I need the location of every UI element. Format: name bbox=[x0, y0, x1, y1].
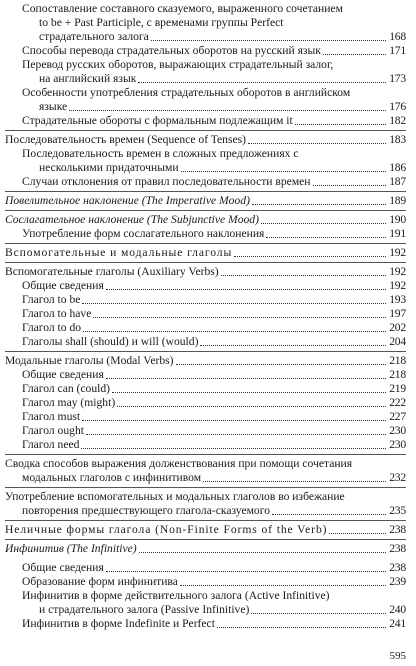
toc-page-number: 176 bbox=[389, 100, 406, 113]
toc-entry[interactable] bbox=[5, 133, 406, 147]
toc-page-number: 193 bbox=[389, 293, 406, 306]
toc-entry-title bbox=[22, 321, 406, 335]
dot-leader bbox=[323, 53, 386, 55]
toc-entry-title bbox=[22, 617, 406, 631]
toc-entry-line: Употребление вспомогательных и модальных глаголов во избежание bbox=[5, 490, 345, 503]
toc-page-number: 232 bbox=[389, 471, 406, 484]
dot-leader bbox=[251, 612, 386, 614]
toc-subentry[interactable] bbox=[5, 307, 406, 321]
toc-entry-title bbox=[22, 227, 406, 241]
toc-entry-title bbox=[5, 246, 406, 260]
toc-entry-title bbox=[22, 114, 406, 128]
toc-entry-line: Общие сведения bbox=[22, 368, 104, 381]
toc-entry-title bbox=[5, 213, 406, 227]
toc-page-number: 197 bbox=[389, 307, 406, 320]
toc-entry-line: Сводка способов выражения долженствования при помощи сочетания bbox=[5, 457, 353, 470]
toc-entry-title bbox=[22, 368, 406, 382]
toc-subentry[interactable] bbox=[5, 2, 406, 44]
toc-entry-line: to be + Past Participle, с временами группы Perfect bbox=[39, 16, 284, 29]
toc-entry-title bbox=[22, 410, 406, 424]
toc-entry-line: несколькими придаточными bbox=[39, 161, 179, 174]
toc-entry-title bbox=[22, 44, 406, 58]
toc-entry-line: Общие сведения bbox=[22, 279, 104, 292]
toc-page-number: 240 bbox=[389, 603, 406, 616]
toc-entry-line: страдательного залога bbox=[39, 30, 149, 43]
toc-page-number: 235 bbox=[389, 504, 406, 517]
page-number: 595 bbox=[389, 650, 406, 662]
toc-entry-title bbox=[22, 575, 406, 589]
toc-subentry[interactable] bbox=[5, 424, 406, 438]
toc-page-number: 183 bbox=[389, 133, 406, 146]
toc-entry-title bbox=[22, 396, 406, 410]
section-divider bbox=[5, 243, 406, 244]
toc-entry-line: Глагол must bbox=[22, 410, 81, 423]
section-divider bbox=[5, 487, 406, 488]
dot-leader bbox=[93, 316, 386, 318]
toc-page-number: 241 bbox=[389, 617, 406, 630]
toc-page-number: 238 bbox=[389, 542, 406, 555]
toc-page-number: 189 bbox=[389, 194, 406, 207]
toc-entry-line: Инфинитив (The Infinitive) bbox=[5, 542, 137, 555]
toc-page-number: 173 bbox=[389, 72, 406, 85]
toc-entry-line: Глагол to have bbox=[22, 307, 92, 320]
toc-page-number: 204 bbox=[389, 335, 406, 348]
toc-entry-line: Глаголы shall (should) и will (would) bbox=[22, 335, 199, 348]
section-divider bbox=[5, 539, 406, 540]
toc-subentry[interactable] bbox=[5, 293, 406, 307]
toc-entry-line: Последовательность времен в сложных предложениях с bbox=[22, 147, 299, 160]
toc-page-number: 218 bbox=[389, 354, 406, 367]
toc-entry-title bbox=[22, 382, 406, 396]
toc-entry-title bbox=[22, 424, 406, 438]
section-divider bbox=[5, 262, 406, 263]
toc-subentry[interactable] bbox=[5, 561, 406, 575]
dot-leader bbox=[138, 81, 386, 83]
toc-entry-line: Повелительное наклонение (The Imperative Mood) bbox=[5, 194, 250, 207]
dot-leader bbox=[151, 39, 386, 41]
section-divider bbox=[5, 210, 406, 211]
toc-entry-line: Перевод русских оборотов, выражающих страдательный залог, bbox=[22, 58, 334, 71]
toc-entry-title bbox=[5, 133, 406, 147]
toc-entry-title bbox=[22, 561, 406, 575]
dot-leader bbox=[112, 391, 386, 393]
toc-entry[interactable] bbox=[5, 354, 406, 368]
toc-entry-line: Вспомогательные глаголы (Auxiliary Verbs) bbox=[5, 265, 219, 278]
dot-leader bbox=[200, 344, 386, 346]
toc-page-number: 219 bbox=[389, 382, 406, 395]
dot-leader bbox=[329, 532, 386, 534]
toc-entry-title bbox=[22, 279, 406, 293]
toc-subentry[interactable] bbox=[5, 410, 406, 424]
toc-page-number: 187 bbox=[389, 175, 406, 188]
dot-leader bbox=[234, 255, 386, 257]
toc-subentry[interactable] bbox=[5, 86, 406, 114]
toc-entry[interactable] bbox=[5, 490, 406, 518]
dot-leader bbox=[82, 419, 386, 421]
dot-leader bbox=[69, 109, 386, 111]
toc-page-number: 171 bbox=[389, 44, 406, 57]
toc-entry-title bbox=[5, 523, 406, 537]
toc-entry-title bbox=[22, 2, 406, 44]
section-divider bbox=[5, 454, 406, 455]
toc-page-number: 218 bbox=[389, 368, 406, 381]
toc-entry-line: Глагол ought bbox=[22, 424, 84, 437]
toc-subentry[interactable] bbox=[5, 58, 406, 86]
toc-subentry[interactable] bbox=[5, 368, 406, 382]
toc-page-number: 168 bbox=[389, 30, 406, 43]
section-divider bbox=[5, 351, 406, 352]
toc-entry-line: Глагол need bbox=[22, 438, 80, 451]
toc-entry-title bbox=[22, 438, 406, 452]
toc-entry-line: Глагол to be bbox=[22, 293, 81, 306]
dot-leader bbox=[217, 626, 386, 628]
toc-entry-line: Общие сведения bbox=[22, 561, 104, 574]
toc-entry-line: повторения предшествующего глагола-сказуемого bbox=[22, 504, 270, 517]
toc-page-number: 238 bbox=[389, 523, 406, 536]
toc-subentry[interactable] bbox=[5, 147, 406, 175]
dot-leader bbox=[176, 363, 387, 365]
toc-page-number: 192 bbox=[389, 246, 406, 259]
toc-page-number: 227 bbox=[389, 410, 406, 423]
toc-entry-title bbox=[5, 194, 406, 208]
toc-entry-line: Глагол may (might) bbox=[22, 396, 116, 409]
table-of-contents bbox=[5, 2, 406, 631]
toc-entry[interactable] bbox=[5, 246, 406, 260]
dot-leader bbox=[86, 433, 386, 435]
toc-entry-title bbox=[22, 293, 406, 307]
toc-page-number: 182 bbox=[389, 114, 406, 127]
toc-entry-line: на английский язык bbox=[39, 72, 137, 85]
toc-entry-line: Сослагательное наклонение (The Subjunctive Mood) bbox=[5, 213, 259, 226]
toc-entry-line: Особенности употребления страдательных оборотов в английском bbox=[22, 86, 351, 99]
toc-entry-line: Вспомогательные и модальные глаголы bbox=[5, 246, 233, 259]
toc-subentry[interactable] bbox=[5, 575, 406, 589]
dot-leader bbox=[83, 330, 386, 332]
dot-leader bbox=[272, 513, 386, 515]
dot-leader bbox=[248, 142, 386, 144]
toc-entry-title bbox=[5, 265, 406, 279]
toc-page-number: 239 bbox=[389, 575, 406, 588]
toc-entry-line: Употребление форм сослагательного наклонения bbox=[22, 227, 265, 240]
dot-leader bbox=[252, 203, 386, 205]
toc-entry-line: Неличные формы глагола (Non-Finite Forms of the Verb) bbox=[5, 523, 328, 536]
dot-leader bbox=[313, 184, 387, 186]
dot-leader bbox=[106, 288, 386, 290]
dot-leader bbox=[82, 302, 386, 304]
toc-entry-line: Глагол can (could) bbox=[22, 382, 111, 395]
toc-entry[interactable] bbox=[5, 523, 406, 537]
toc-subentry[interactable] bbox=[5, 589, 406, 617]
toc-page-number: 186 bbox=[389, 161, 406, 174]
toc-entry-line: модальных глаголов с инфинитивом bbox=[22, 471, 202, 484]
toc-page-number: 192 bbox=[389, 265, 406, 278]
toc-entry-line: Сопоставление составного сказуемого, выраженного сочетанием bbox=[22, 2, 343, 15]
section-divider bbox=[5, 520, 406, 521]
toc-subentry[interactable] bbox=[5, 175, 406, 189]
toc-entry[interactable] bbox=[5, 213, 406, 227]
toc-entry-line: Модальные глаголы (Modal Verbs) bbox=[5, 354, 174, 367]
toc-subentry[interactable] bbox=[5, 44, 406, 58]
dot-leader bbox=[81, 447, 386, 449]
toc-subentry[interactable] bbox=[5, 321, 406, 335]
toc-entry-line: Способы перевода страдательных оборотов на русский язык bbox=[22, 44, 321, 57]
toc-entry-line: Инфинитив в форме действительного залога (Active Infinitive) bbox=[22, 589, 330, 602]
toc-subentry[interactable] bbox=[5, 438, 406, 452]
toc-entry-line: и страдательного залога (Passive Infinitive) bbox=[39, 603, 250, 616]
toc-entry-line: Последовательность времен (Sequence of Tenses) bbox=[5, 133, 246, 146]
dot-leader bbox=[117, 405, 386, 407]
toc-entry-line: Глагол to do bbox=[22, 321, 82, 334]
toc-entry-title bbox=[5, 542, 406, 556]
toc-entry-line: Страдательные обороты с формальным подлежащим it bbox=[22, 114, 293, 127]
dot-leader bbox=[261, 222, 386, 224]
dot-leader bbox=[139, 551, 387, 553]
toc-entry-title bbox=[22, 175, 406, 189]
toc-entry-title bbox=[22, 307, 406, 321]
toc-entry-line: Инфинитив в форме Indefinite и Perfect bbox=[22, 617, 215, 630]
toc-entry-line: Случаи отклонения от правил последовательности времен bbox=[22, 175, 311, 188]
toc-entry-title bbox=[22, 335, 406, 349]
toc-entry[interactable] bbox=[5, 265, 406, 279]
toc-subentry[interactable] bbox=[5, 382, 406, 396]
toc-page-number: 202 bbox=[389, 321, 406, 334]
dot-leader bbox=[106, 570, 386, 572]
toc-page-number: 190 bbox=[389, 213, 406, 226]
dot-leader bbox=[106, 377, 386, 379]
dot-leader bbox=[266, 236, 386, 238]
toc-page-number: 192 bbox=[389, 279, 406, 292]
toc-entry-line: Образование форм инфинитива bbox=[22, 575, 178, 588]
dot-leader bbox=[203, 480, 386, 482]
toc-page-number: 230 bbox=[389, 438, 406, 451]
toc-subentry[interactable] bbox=[5, 335, 406, 349]
toc-entry[interactable] bbox=[5, 542, 406, 556]
section-divider bbox=[5, 130, 406, 131]
toc-subentry[interactable] bbox=[5, 396, 406, 410]
section-divider bbox=[5, 191, 406, 192]
toc-subentry[interactable] bbox=[5, 279, 406, 293]
toc-entry-title bbox=[5, 354, 406, 368]
toc-page-number: 191 bbox=[389, 227, 406, 240]
toc-subentry[interactable] bbox=[5, 617, 406, 631]
dot-leader bbox=[221, 274, 387, 276]
toc-page-number: 238 bbox=[389, 561, 406, 574]
toc-entry[interactable] bbox=[5, 194, 406, 208]
toc-page-number: 230 bbox=[389, 424, 406, 437]
toc-subentry[interactable] bbox=[5, 227, 406, 241]
dot-leader bbox=[180, 584, 386, 586]
toc-page-number: 222 bbox=[389, 396, 406, 409]
dot-leader bbox=[295, 123, 386, 125]
toc-entry[interactable] bbox=[5, 457, 406, 485]
toc-entry-line: языке bbox=[39, 100, 68, 113]
toc-subentry[interactable] bbox=[5, 114, 406, 128]
dot-leader bbox=[181, 170, 387, 172]
